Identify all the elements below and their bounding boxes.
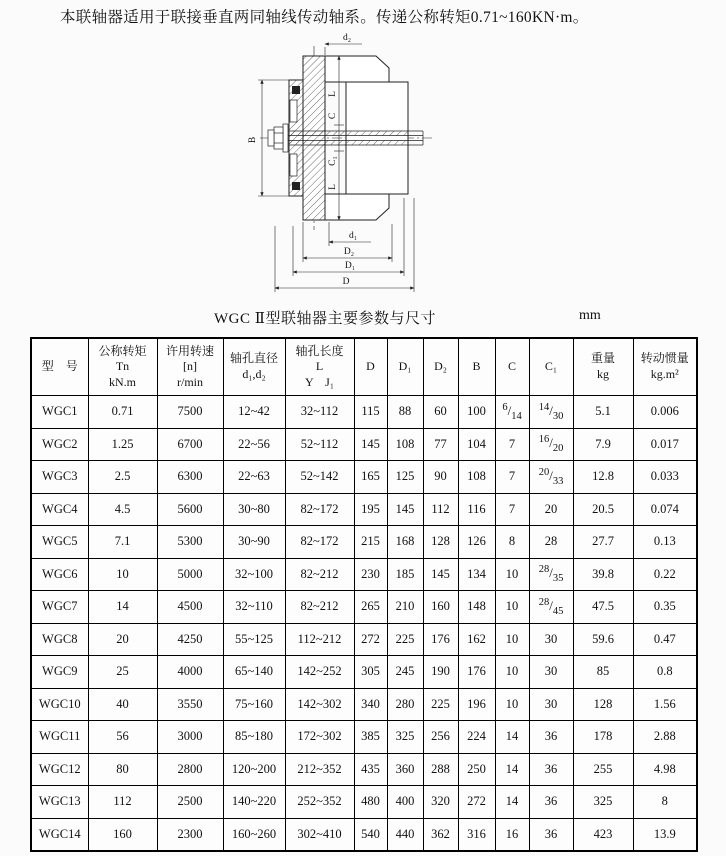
table-cell: 7 [495,428,529,461]
table-cell: 115 [354,396,387,429]
dim-label-C: C [328,112,338,120]
table-cell: 0.017 [633,428,697,461]
parameters-table [30,337,698,852]
table-cell: 256 [423,721,458,754]
table-cell: 6700 [157,428,223,461]
table-cell: 82~172 [285,493,354,526]
table-cell: WGC14 [31,818,88,851]
table-cell: 30~90 [223,526,285,559]
col-header-speed: 许用转速 [n] r/min [157,338,223,396]
dim-label-L-top: L [328,91,338,97]
dim-label-D: D [342,277,350,287]
table-cell: 230 [354,558,387,591]
table-cell: 0.006 [633,396,697,429]
table-cell: 7 [495,493,529,526]
table-cell: WGC1 [31,396,88,429]
col-header-bore-diameter: 轴孔直径 d₁,d₂ [223,338,285,396]
col-header-B: B [458,338,495,396]
table-cell: 82~212 [285,558,354,591]
table-cell: 172~302 [285,721,354,754]
table-cell: 1.25 [88,428,157,461]
table-row [31,656,697,689]
table-cell: 30 [529,656,573,689]
table-cell: 252~352 [285,786,354,819]
table-cell: WGC2 [31,428,88,461]
intro-text: 本联轴器适用于联接垂直两同轴线传动轴系。传递公称转矩0.71~160KN·m。 [60,9,589,26]
table-cell: 148 [458,591,495,624]
table-cell: 112~212 [285,623,354,656]
table-cell: WGC7 [31,591,88,624]
table-row [31,721,697,754]
table-cell: 360 [387,753,423,786]
table-cell: 112 [423,493,458,526]
table-cell: 39.8 [573,558,633,591]
table-cell: 30 [529,688,573,721]
table-cell: 540 [354,818,387,851]
table-row [31,623,697,656]
table-cell: 0.033 [633,461,697,494]
table-cell: 302~410 [285,818,354,851]
table-cell: 145 [387,493,423,526]
table-body [31,396,697,852]
table-cell: 160 [423,591,458,624]
table-cell: 32~110 [223,591,285,624]
table-cell: 55~125 [223,623,285,656]
col-header-weight: 重量 kg [573,338,633,396]
table-cell: WGC11 [31,721,88,754]
col-header-C1: C₁ [529,338,573,396]
table-cell: 36 [529,721,573,754]
table-row [31,558,697,591]
table-cell: 280 [387,688,423,721]
table-row [31,818,697,851]
table-cell: 36 [529,786,573,819]
table-cell: 14 [495,753,529,786]
table-cell: 10 [495,558,529,591]
table-cell: 47.5 [573,591,633,624]
col-header-D1: D₁ [387,338,423,396]
col-header-model: 型 号 [31,338,88,396]
col-header-torque: 公称转矩 Tn kN.m [88,338,157,396]
col-header-D2: D₂ [423,338,458,396]
table-cell: 10 [495,688,529,721]
table-cell: 265 [354,591,387,624]
table-cell: 385 [354,721,387,754]
table-cell: $^{16}/_{20}$ [529,428,573,461]
table-cell: 423 [573,818,633,851]
table-cell: 0.47 [633,623,697,656]
table-cell: 85 [573,656,633,689]
table-cell: 7 [495,461,529,494]
table-cell: 142~302 [285,688,354,721]
table-cell: 272 [354,623,387,656]
table-cell: 5600 [157,493,223,526]
table-cell: WGC3 [31,461,88,494]
table-cell: 6300 [157,461,223,494]
table-cell: 160~260 [223,818,285,851]
table-cell: 8 [495,526,529,559]
table-cell: 77 [423,428,458,461]
table-cell: 325 [387,721,423,754]
table-cell: 480 [354,786,387,819]
table-cell: 12~42 [223,396,285,429]
table-cell: 165 [354,461,387,494]
coupling-drawing [226,30,481,302]
table-cell: 224 [458,721,495,754]
table-cell: 142~252 [285,656,354,689]
table-cell: 22~56 [223,428,285,461]
table-cell: WGC9 [31,656,88,689]
table-row [31,688,697,721]
table-cell: 82~212 [285,591,354,624]
table-cell: 30 [529,623,573,656]
table-cell: 7.1 [88,526,157,559]
table-cell: 32~112 [285,396,354,429]
unit-label: mm [579,308,601,323]
table-row [31,786,697,819]
table-cell: 145 [423,558,458,591]
table-cell: 108 [458,461,495,494]
table-cell: 185 [387,558,423,591]
dim-label-d1: d₁ [348,231,358,241]
table-cell: 8 [633,786,697,819]
table-cell: WGC4 [31,493,88,526]
col-header-D: D [354,338,387,396]
table-cell: 3550 [157,688,223,721]
table-row [31,428,697,461]
dim-label-B: B [248,136,258,144]
table-cell: 2500 [157,786,223,819]
table-cell: 82~172 [285,526,354,559]
table-cell: 225 [387,623,423,656]
table-cell: WGC10 [31,688,88,721]
table-cell: 178 [573,721,633,754]
table-cell: 14 [88,591,157,624]
table-caption-row [30,307,696,333]
table-cell: 7.9 [573,428,633,461]
table-cell: 305 [354,656,387,689]
table-cell: 0.074 [633,493,697,526]
table-row [31,493,697,526]
table-cell: 116 [458,493,495,526]
table-cell: 7500 [157,396,223,429]
table-cell: 16 [495,818,529,851]
table-cell: 134 [458,558,495,591]
table-cell: 10 [495,656,529,689]
table-cell: 250 [458,753,495,786]
table-row [31,526,697,559]
table-cell: 52~112 [285,428,354,461]
table-cell: 145 [354,428,387,461]
table-cell: $^{28}/_{35}$ [529,558,573,591]
table-cell: 120~200 [223,753,285,786]
table-cell: 126 [458,526,495,559]
table-cell: 85~180 [223,721,285,754]
table-cell: 255 [573,753,633,786]
table-cell: 0.13 [633,526,697,559]
table-cell: 60 [423,396,458,429]
dim-label-D1: D₁ [344,261,356,271]
table-cell: 2.5 [88,461,157,494]
table-cell: 12.8 [573,461,633,494]
table-cell: 196 [458,688,495,721]
table-cell: 140~220 [223,786,285,819]
table-cell: 225 [423,688,458,721]
table-cell: 176 [423,623,458,656]
table-row [31,753,697,786]
table-header-row [31,338,697,396]
table-cell: 5300 [157,526,223,559]
table-cell: 27.7 [573,526,633,559]
table-cell: 0.71 [88,396,157,429]
dim-label-L-bottom: L [328,184,338,190]
table-cell: 20 [529,493,573,526]
table-cell: 0.8 [633,656,697,689]
table-cell: 5.1 [573,396,633,429]
table-cell: 0.35 [633,591,697,624]
col-header-inertia: 转动惯量 kg.m² [633,338,697,396]
table-cell: 195 [354,493,387,526]
table-cell: 14 [495,721,529,754]
table-cell: 125 [387,461,423,494]
table-cell: 36 [529,818,573,851]
table-cell: 210 [387,591,423,624]
table-cell: 108 [387,428,423,461]
table-cell: 88 [387,396,423,429]
table-cell: 30~80 [223,493,285,526]
table-title: WGC Ⅱ型联轴器主要参数与尺寸 [214,311,436,327]
table-cell: 176 [458,656,495,689]
table-cell: 25 [88,656,157,689]
table-cell: 4.98 [633,753,697,786]
dim-label-d2: d₂ [342,33,352,43]
table-cell: WGC5 [31,526,88,559]
table-cell: WGC6 [31,558,88,591]
table-cell: 20 [88,623,157,656]
table-cell: 325 [573,786,633,819]
table-cell: 320 [423,786,458,819]
table-cell: 3000 [157,721,223,754]
dim-label-D2: D₂ [343,247,355,257]
table-cell: 65~140 [223,656,285,689]
table-cell: 4000 [157,656,223,689]
table-cell: 168 [387,526,423,559]
table-cell: 2800 [157,753,223,786]
table-row [31,461,697,494]
table-cell: 104 [458,428,495,461]
table-cell: 90 [423,461,458,494]
table-cell: 162 [458,623,495,656]
table-cell: 4500 [157,591,223,624]
table-cell: 40 [88,688,157,721]
table-cell: 400 [387,786,423,819]
table-cell: 5000 [157,558,223,591]
table-cell: 215 [354,526,387,559]
table-cell: 340 [354,688,387,721]
col-header-bore-length: 轴孔长度 L Y J₁ [285,338,354,396]
table-cell: 362 [423,818,458,851]
table-cell: 59.6 [573,623,633,656]
table-cell: 2.88 [633,721,697,754]
table-cell: 440 [387,818,423,851]
table-cell: 20.5 [573,493,633,526]
table-cell: 4250 [157,623,223,656]
table-cell: 272 [458,786,495,819]
table-row [31,396,697,429]
table-cell: 32~100 [223,558,285,591]
table-cell: 4.5 [88,493,157,526]
table-cell: 36 [529,753,573,786]
table-cell: 128 [573,688,633,721]
table-cell: WGC12 [31,753,88,786]
table-cell: 10 [88,558,157,591]
table-cell: 52~142 [285,461,354,494]
dim-label-C1: C₁ [328,156,338,166]
table-cell: 288 [423,753,458,786]
coupling-diagram [226,30,481,302]
table-row [31,591,697,624]
table-cell: 13.9 [633,818,697,851]
table-cell: WGC8 [31,623,88,656]
table-cell: 100 [458,396,495,429]
col-header-C: C [495,338,529,396]
table-cell: 56 [88,721,157,754]
table-cell: 316 [458,818,495,851]
table-cell: $^6/_{14}$ [495,396,529,429]
table-cell: 75~160 [223,688,285,721]
table-cell: 22~63 [223,461,285,494]
table-cell: 14 [495,786,529,819]
table-cell: 128 [423,526,458,559]
table-cell: $^{14}/_{30}$ [529,396,573,429]
table-cell: 160 [88,818,157,851]
table-cell: 10 [495,591,529,624]
table-cell: 0.22 [633,558,697,591]
table-cell: 112 [88,786,157,819]
table-cell: 2300 [157,818,223,851]
table-cell: 28 [529,526,573,559]
table-cell: 1.56 [633,688,697,721]
table-cell: 212~352 [285,753,354,786]
table-cell: 190 [423,656,458,689]
table-cell: $^{20}/_{33}$ [529,461,573,494]
table-cell: $^{28}/_{45}$ [529,591,573,624]
table-cell: 435 [354,753,387,786]
table-cell: WGC13 [31,786,88,819]
table-cell: 245 [387,656,423,689]
table-cell: 10 [495,623,529,656]
table-cell: 80 [88,753,157,786]
